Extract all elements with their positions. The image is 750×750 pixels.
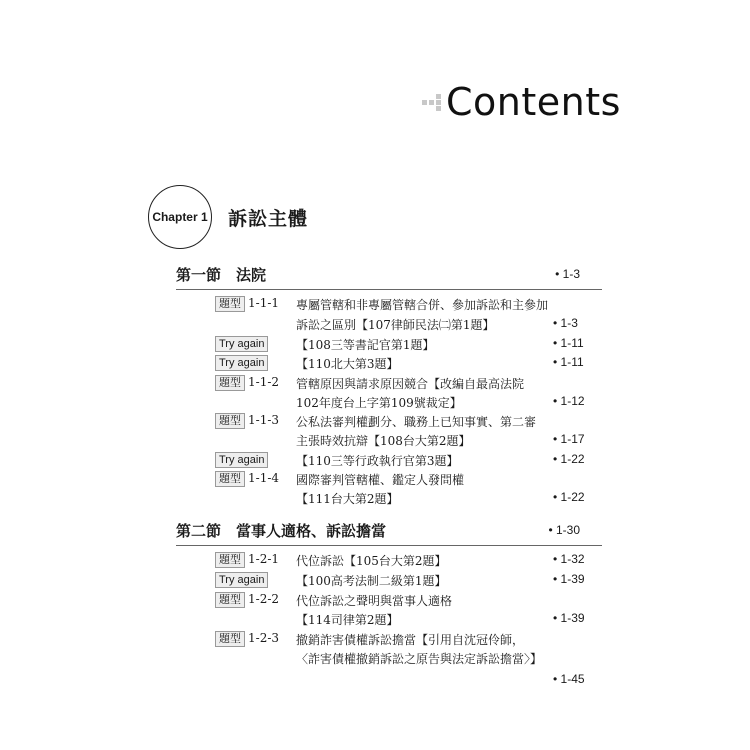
entry-number: 1-1-4 xyxy=(248,471,280,485)
entry-page: • 1-17 xyxy=(553,432,585,446)
header-decoration-icon xyxy=(422,94,446,112)
entry-number: 1-1-1 xyxy=(248,296,280,310)
entry-page: • 1-22 xyxy=(553,452,585,466)
question-type-tag: 題型 xyxy=(215,296,245,312)
entry-page: • 1-39 xyxy=(553,611,585,625)
entry-page: • 1-11 xyxy=(553,336,584,350)
page-title: Contents xyxy=(446,80,621,124)
question-type-tag: 題型 xyxy=(215,552,245,568)
try-again-tag: Try again xyxy=(215,336,268,352)
entry-page: • 1-39 xyxy=(553,572,585,586)
chapter-title: 訴訟主體 xyxy=(228,208,309,230)
entry-text: 代位訴訟【105台大第2題】 xyxy=(296,554,447,568)
question-type-tag: 題型 xyxy=(215,413,245,429)
section-heading[interactable] xyxy=(176,520,602,546)
entry-text: 訴訟之區別【107律師民法㈡第1題】 xyxy=(296,318,495,332)
entry-page: • 1-11 xyxy=(553,355,584,369)
entry-number: 1-1-3 xyxy=(248,413,280,427)
entry-number: 1-2-2 xyxy=(248,592,280,606)
entry-number: 1-1-2 xyxy=(248,375,280,389)
question-type-tag: 題型 xyxy=(215,631,245,647)
section-page: • 1-3 xyxy=(555,267,580,281)
section-divider xyxy=(176,545,602,546)
entry-text: 【100高考法制二級第1題】 xyxy=(296,574,447,588)
section-label: 第一節 法院 xyxy=(176,266,267,284)
section-page: • 1-30 xyxy=(548,523,580,537)
question-type-tag: 題型 xyxy=(215,375,245,391)
entry-text: 【110三等行政執行官第3題】 xyxy=(296,454,459,468)
entry-text: 【114司律第2題】 xyxy=(296,613,399,627)
try-again-tag: Try again xyxy=(215,452,268,468)
entry-page: • 1-45 xyxy=(553,672,585,686)
entry-text: 國際審判管轄權、鑑定人發問權 xyxy=(296,473,465,487)
entry-page: • 1-3 xyxy=(553,316,578,330)
section-heading[interactable] xyxy=(176,264,602,290)
section-divider xyxy=(176,289,602,290)
entry-text: 【111台大第2題】 xyxy=(296,492,399,506)
try-again-tag: Try again xyxy=(215,355,268,371)
question-type-tag: 題型 xyxy=(215,471,245,487)
entry-page: • 1-22 xyxy=(553,490,585,504)
try-again-tag: Try again xyxy=(215,572,268,588)
chapter-badge xyxy=(148,185,212,249)
entry-text: 〈詐害債權撤銷訴訟之原告與法定訴訟擔當〉】 xyxy=(296,652,543,666)
entry-number: 1-2-3 xyxy=(248,631,280,645)
entry-text: 主張時效抗辯【108台大第2題】 xyxy=(296,434,471,448)
entry-text: 【110北大第3題】 xyxy=(296,357,399,371)
entry-text: 管轄原因與請求原因競合【改編自最高法院 xyxy=(296,377,525,391)
entry-text: 【108三等書記官第1題】 xyxy=(296,338,435,352)
entry-page: • 1-12 xyxy=(553,394,585,408)
chapter-label: Chapter 1 xyxy=(152,210,208,224)
entry-text: 公私法審判權劃分、職務上已知事實、第二審 xyxy=(296,415,537,429)
question-type-tag: 題型 xyxy=(215,592,245,608)
entry-page: • 1-32 xyxy=(553,552,585,566)
section-label: 第二節 當事人適格、訴訟擔當 xyxy=(176,522,387,540)
entry-text: 102年度台上字第109號裁定】 xyxy=(296,396,462,410)
entry-text: 代位訴訟之聲明與當事人適格 xyxy=(296,594,453,608)
entry-number: 1-2-1 xyxy=(248,552,280,566)
entry-text: 撤銷詐害債權訴訟擔當【引用自沈冠伶師， xyxy=(296,633,525,647)
entry-text: 專屬管轄和非專屬管轄合併、參加訴訟和主參加 xyxy=(296,298,549,312)
